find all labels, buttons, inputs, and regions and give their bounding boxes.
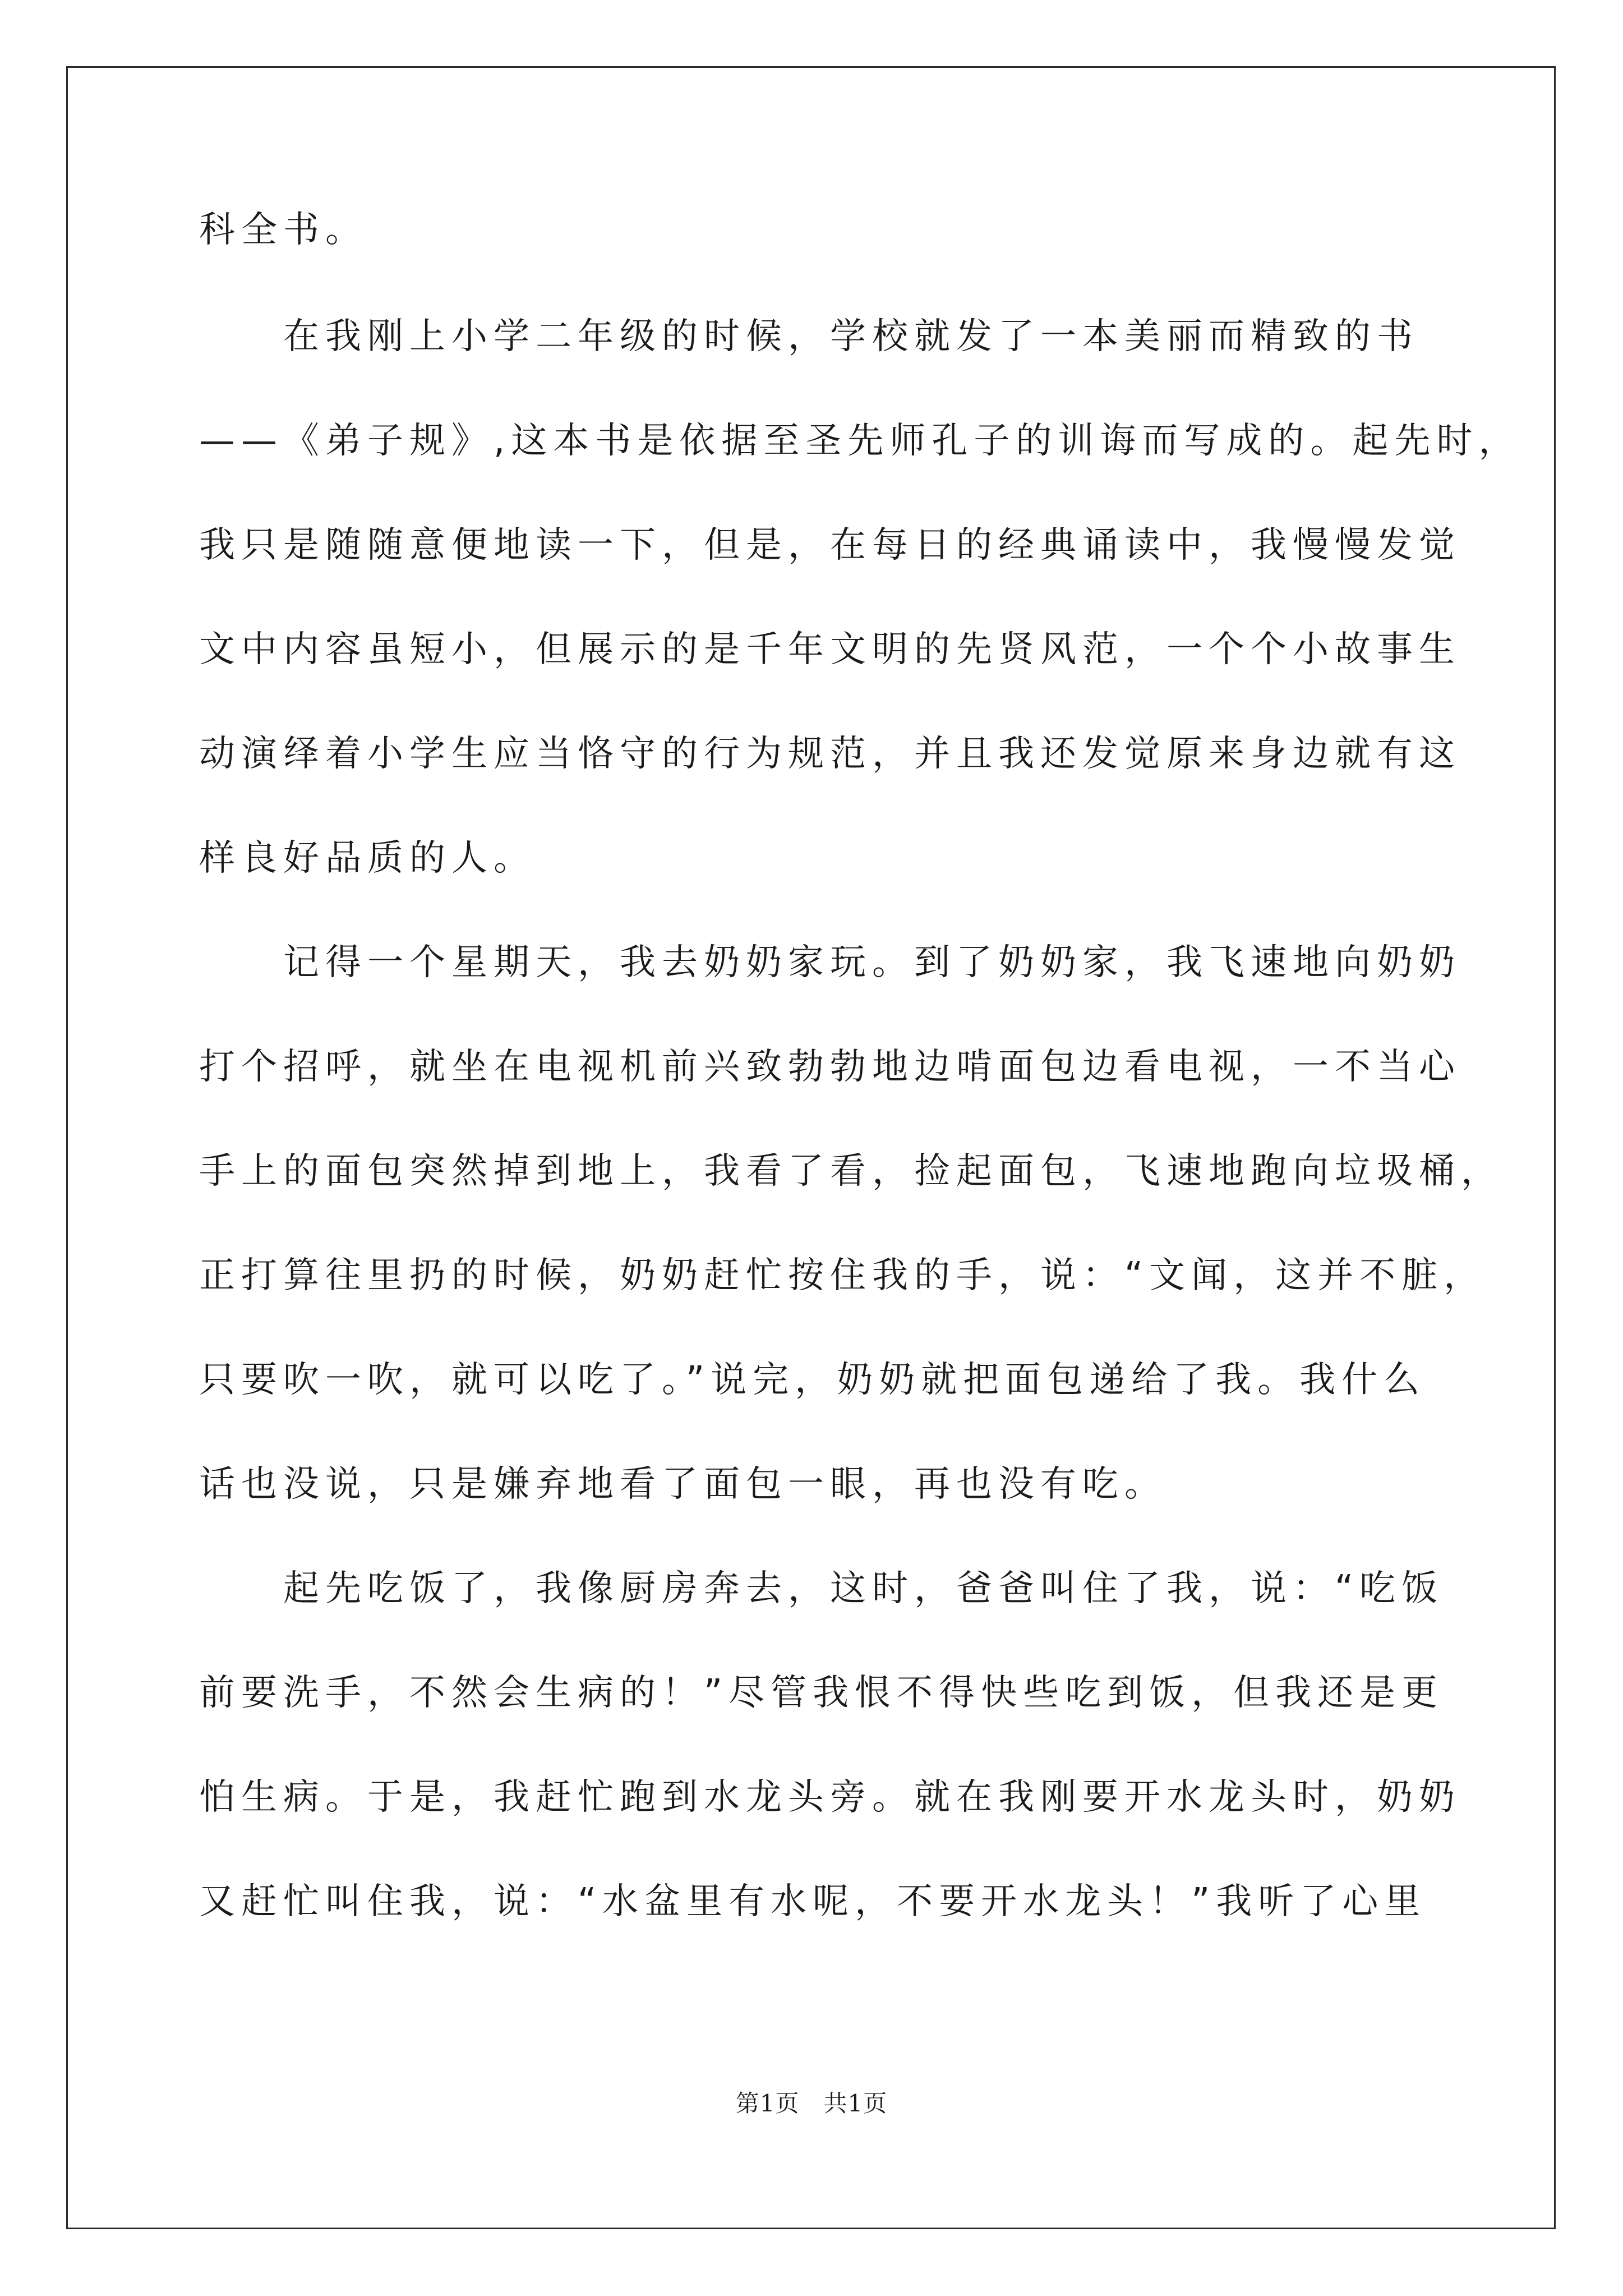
text-line: 正打算往里扔的时候，奶奶赶忙按住我的手，说：“文闻，这并不脏， xyxy=(199,1255,1486,1296)
text-line: 科全书。 xyxy=(199,209,367,251)
page-number-footer: 第1页 共1页 xyxy=(735,2090,888,2117)
text-line: 手上的面包突然掉到地上，我看了看，捡起面包，飞速地跑向垃圾桶， xyxy=(199,1151,1503,1192)
text-line: 只要吹一吹，就可以吃了。”说完，奶奶就把面包递给了我。我什么 xyxy=(199,1359,1426,1401)
text-line: ——《弟子规》,这本书是依据至圣先师孔子的训诲而写成的。起先时， xyxy=(199,420,1521,462)
paragraph-first-line: 起先吃饭了，我像厨房奔去，这时，爸爸叫住了我，说：“吃饭 xyxy=(283,1568,1444,1609)
text-line: 前要洗手，不然会生病的！”尽管我恨不得快些吃到饭，但我还是更 xyxy=(199,1672,1444,1714)
text-line: 话也没说，只是嫌弃地看了面包一眼，再也没有吃。 xyxy=(199,1464,1166,1505)
text-line: 怕生病。于是，我赶忙跑到水龙头旁。就在我刚要开水龙头时，奶奶 xyxy=(199,1777,1461,1818)
text-line: 我只是随随意便地读一下，但是，在每日的经典诵读中，我慢慢发觉 xyxy=(199,524,1461,566)
paragraph-first-line: 记得一个星期天，我去奶奶家玩。到了奶奶家，我飞速地向奶奶 xyxy=(283,942,1461,983)
text-line: 动演绎着小学生应当恪守的行为规范，并且我还发觉原来身边就有这 xyxy=(199,733,1461,775)
text-line: 又赶忙叫住我，说：“水盆里有水呢，不要开水龙头！”我听了心里 xyxy=(199,1881,1427,1922)
text-line: 文中内容虽短小，但展示的是千年文明的先贤风范，一个个小故事生 xyxy=(199,629,1461,670)
paragraph-first-line: 在我刚上小学二年级的时候，学校就发了一本美丽而精致的书 xyxy=(283,316,1419,357)
text-line: 样良好品质的人。 xyxy=(199,838,536,879)
text-line: 打个招呼，就坐在电视机前兴致勃勃地边啃面包边看电视，一不当心 xyxy=(199,1046,1461,1088)
